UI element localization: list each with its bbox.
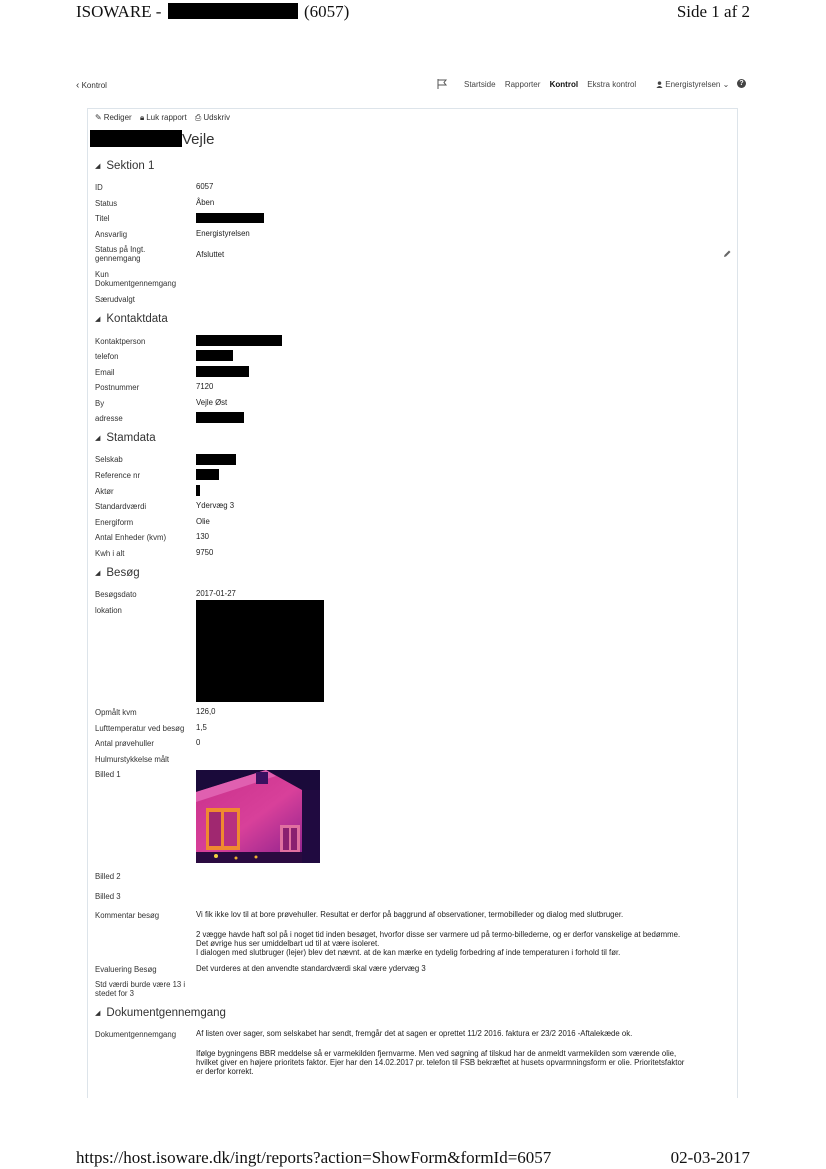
print-footer-date: 02-03-2017 [670,1148,750,1167]
redacted-block [90,130,182,147]
nav-link-ekstra-kontrol[interactable]: Ekstra kontrol [587,80,637,89]
collapse-triangle-icon: ◢ [95,435,101,442]
field-value: Vejle Øst [196,398,228,407]
comment-paragraph: I dialogen med slutbruger (lejer) blev det nævnt. at de kan mærke en tydelig forbedring af inde temperaturen i forhold til før. [196,948,621,957]
field-label: Dokumentgennemgang [95,1030,177,1039]
field-label: Reference nr [95,471,141,480]
field-value: 126,0 [196,707,216,716]
redacted-block [196,366,249,377]
section-header-stamdata[interactable] [95,432,156,444]
thermal-image[interactable] [196,770,320,863]
redacted-block [196,335,282,346]
document-paragraph: hvilket giver en højere prioritets faktor. Ejer har den 14.02.2017 pr. telefon til FSB bekræftet at husets opvarmningsform er olie. Prioritetsfaktor [196,1058,685,1067]
field-label: Billed 3 [95,892,121,901]
help-icon[interactable]: ? [737,79,746,88]
chevron-left-icon: ‹ [76,80,80,91]
page-title [90,130,215,148]
print-header-page: Side 1 af 2 [676,2,750,21]
close-report-button[interactable] [140,113,189,122]
collapse-triangle-icon: ◢ [95,163,101,170]
comment-paragraph: 2 vægge havde haft sol på i noget tid inden besøget, hvorfor disse ser varmere ud på termo-billederne, og er derfor vanskelige at bedømme. [196,930,681,939]
document-paragraph: Af listen over sager, som selskabet har sendt, fremgår det at sagen er oprettet 11/2 2016. faktura er 23/2 2016 -Aftalekæde ok. [196,1029,633,1038]
nav-links [464,80,643,89]
field-label: Kontaktperson [95,337,146,346]
field-value: Det vurderes at den anvendte standardværdi skal være ydervæg 3 [196,964,426,973]
field-label: Antal Enheder (kvm) [95,533,167,542]
field-value: Afsluttet [196,250,225,259]
redacted-block [196,350,233,361]
field-value: Ydervæg 3 [196,501,235,510]
collapse-triangle-icon: ◢ [95,1010,101,1017]
print-footer-url: https://host.isoware.dk/ingt/reports?action=ShowForm&formId=6057 [76,1148,552,1167]
lock-icon: 🔒︎ [139,113,145,122]
section-title: Besøg [106,567,140,579]
field-label: Hulmurstykkelse målt [95,755,170,764]
redacted-block [168,3,298,19]
field-label: ID [95,183,103,192]
field-label: Evaluering Besøg [95,965,157,974]
field-value: Energistyrelsen [196,229,250,238]
field-label: Energiform [95,518,134,527]
section-header-kontaktdata[interactable] [95,313,168,325]
section-header-besog[interactable] [95,567,140,579]
field-label: Aktør [95,487,114,496]
field-value: 0 [196,738,201,747]
section-header-dokumentgennemgang[interactable] [95,1007,226,1019]
report-toolbar [95,113,236,123]
redacted-block [196,469,219,480]
print-header-suffix: (6057) [303,2,350,21]
flag-icon[interactable] [436,78,448,90]
field-label: Billed 1 [95,770,121,779]
field-value: Olie [196,517,210,526]
redacted-block [196,485,200,496]
section-header-sektion1[interactable] [95,160,154,172]
nav-link-kontrol[interactable]: Kontrol [549,80,579,89]
field-label: Besøgsdato [95,590,137,599]
field-value: 6057 [196,182,214,191]
comment-paragraph: Det øvrige hus ser umiddelbart ud til at være isoleret. [196,939,380,948]
print-button-label: Udskriv [203,113,230,122]
field-label: Særudvalgt [95,295,135,304]
field-label: Ansvarlig [95,230,128,239]
field-label: Opmålt kvm [95,708,137,717]
field-label: adresse [95,414,123,423]
field-label: Antal prøvehuller [95,739,154,748]
user-menu-label: Energistyrelsen [665,80,721,89]
field-label: Kwh i alt [95,549,125,558]
collapse-triangle-icon: ◢ [95,570,101,577]
field-value: 2017-01-27 [196,589,236,598]
back-link-label: Kontrol [81,81,107,90]
redacted-block [196,213,264,223]
field-label: Standardværdi [95,502,147,511]
chevron-down-icon: ⌄ [722,80,730,89]
field-label: Status på Ingt. gennemgang [95,245,146,263]
nav-link-startside[interactable]: Startside [464,80,496,89]
print-footer [76,1148,750,1168]
user-icon [656,81,663,88]
field-label: Kommentar besøg [95,911,160,920]
print-header [76,2,750,24]
pencil-icon[interactable] [722,249,732,259]
field-label: telefon [95,352,119,361]
user-menu[interactable] [656,80,729,89]
print-button[interactable] [195,113,230,122]
field-value: 1,5 [196,723,207,732]
field-label: Kun Dokumentgennemgang [95,270,177,288]
section-title: Kontaktdata [106,313,168,325]
field-value: Åben [196,198,215,207]
document-paragraph: er derfor korrekt. [196,1067,254,1076]
edit-button-label: Rediger [103,113,132,122]
field-label: Billed 2 [95,872,121,881]
print-icon: ⎙ [194,113,202,122]
field-label: Std værdi burde være 13 i stedet for 3 [95,980,186,998]
field-label: Email [95,368,115,377]
field-value: 9750 [196,548,214,557]
edit-button[interactable] [95,113,134,122]
section-title: Sektion 1 [106,160,155,172]
field-label: Titel [95,214,110,223]
document-paragraph: Ifølge bygningens BBR meddelse så er varmekilden fjernvarme. Men ved søgning af tilskud har de anmeldt varmekilden som værende olie, [196,1049,677,1058]
top-navigation [76,80,750,94]
back-link[interactable] [76,80,107,91]
field-label: By [95,399,105,408]
page-title-suffix: Vejle [182,131,215,148]
comment-paragraph: Vi fik ikke lov til at bore prøvehuller. Resultat er derfor på baggrund af observationer, termobilleder og dialog med slutbruger. [196,910,624,919]
redacted-block [196,454,236,465]
section-title: Stamdata [106,432,156,444]
field-value: 130 [196,532,210,541]
field-label: Lufttemperatur ved besøg [95,724,185,733]
redacted-block [196,412,244,423]
field-label: Postnummer [95,383,140,392]
field-label: Selskab [95,455,123,464]
field-value: 7120 [196,382,214,391]
map-redacted [196,600,324,702]
section-title: Dokumentgennemgang [106,1007,226,1019]
print-header-prefix: ISOWARE - [76,2,162,21]
field-label: Status [95,199,118,208]
collapse-triangle-icon: ◢ [95,316,101,323]
nav-link-rapporter[interactable]: Rapporter [504,80,541,89]
close-report-label: Luk rapport [146,113,187,122]
field-label: lokation [95,606,122,615]
print-header-title [76,2,349,22]
edit-icon: ✎ [95,113,102,122]
